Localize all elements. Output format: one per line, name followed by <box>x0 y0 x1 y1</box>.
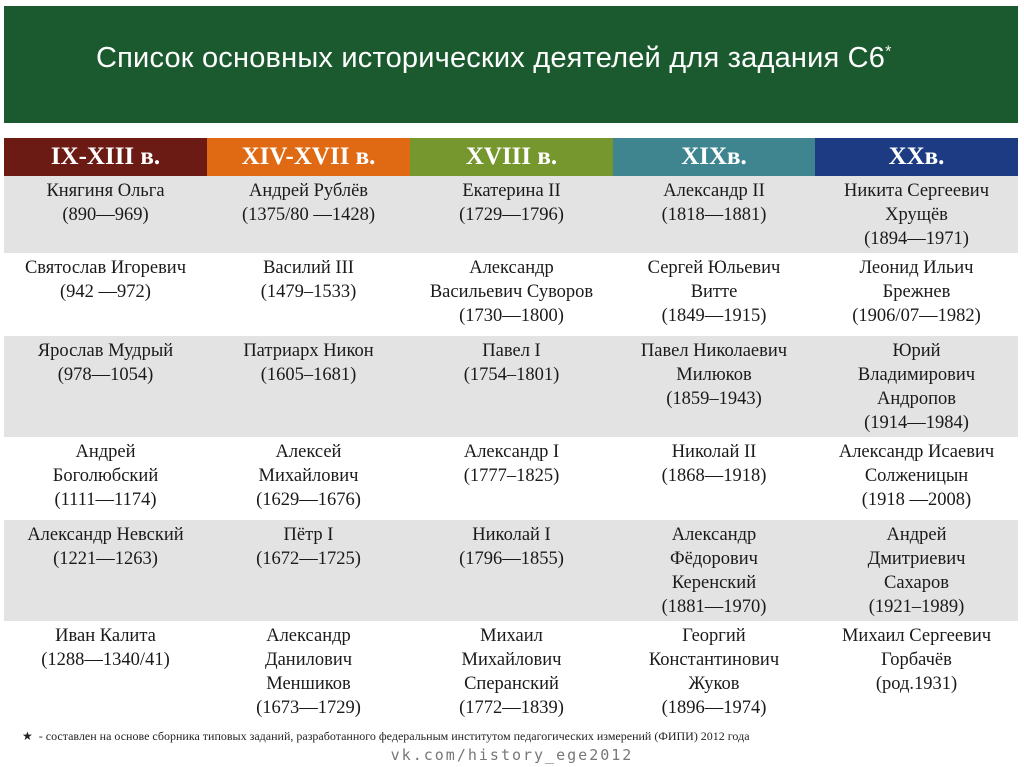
table-row <box>4 621 1018 726</box>
table-row <box>4 520 1018 621</box>
life-dates: (1672—1725) <box>256 549 361 569</box>
table-cell <box>207 176 410 253</box>
life-dates: (1479–1533) <box>260 282 357 302</box>
person-name: Сергей Юльевич Витте <box>647 258 781 302</box>
life-dates: (1921–1989) <box>868 597 965 617</box>
table-cell <box>815 336 1018 437</box>
life-dates: (1796—1855) <box>459 549 564 569</box>
column-header: IX-XIII в. <box>4 138 207 176</box>
person-name: Юрий Владимирович Андропов <box>857 341 976 409</box>
column-header: XXв. <box>815 138 1018 176</box>
person-name: Ярослав Мудрый <box>37 341 174 361</box>
person-name: Александр Невский <box>27 525 184 545</box>
person-name: Никита Сергеевич Хрущёв <box>843 181 990 225</box>
life-dates: (1673—1729) <box>256 698 361 718</box>
table-cell <box>815 253 1018 336</box>
table-cell <box>207 336 410 437</box>
table-cell <box>613 437 815 520</box>
footnote <box>22 729 1012 744</box>
table-cell <box>613 336 815 437</box>
table-row <box>4 437 1018 520</box>
table-row <box>4 253 1018 336</box>
person-name: Иван Калита <box>55 626 156 646</box>
person-name: Александр I <box>463 442 560 462</box>
table-cell <box>4 621 207 726</box>
person-name: Андрей Рублёв <box>248 181 369 201</box>
person-name: Михаил Михайлович Сперанский <box>461 626 562 694</box>
table-cell <box>410 176 613 253</box>
title-banner <box>4 6 1018 123</box>
life-dates: (1818—1881) <box>661 205 767 225</box>
person-name: Александр Данилович Меншиков <box>264 626 353 694</box>
table-cell <box>207 253 410 336</box>
life-dates: (1729—1796) <box>459 205 564 225</box>
slide-title <box>96 42 892 75</box>
life-dates: (1896—1974) <box>661 698 767 718</box>
life-dates: (942 —972) <box>60 282 151 302</box>
table-cell <box>410 621 613 726</box>
header-row <box>4 138 1018 176</box>
table-cell <box>4 253 207 336</box>
person-name: Георгий Константинович Жуков <box>648 626 780 694</box>
life-dates: (1754–1801) <box>463 365 560 385</box>
life-dates: (1375/80 —1428) <box>241 205 376 225</box>
life-dates: (1288—1340/41) <box>41 650 170 670</box>
figures-table <box>4 138 1018 726</box>
life-dates: (1894—1971) <box>864 229 969 249</box>
table-cell <box>207 520 410 621</box>
table-cell <box>207 621 410 726</box>
table-cell <box>207 437 410 520</box>
table-cell <box>815 176 1018 253</box>
column-header: XIV-XVII в. <box>207 138 410 176</box>
footnote-star-icon: ★ <box>22 729 33 743</box>
title-footnote-mark: * <box>885 43 892 61</box>
table-cell <box>4 437 207 520</box>
person-name: Николай I <box>472 525 551 545</box>
life-dates: (1221—1263) <box>53 549 158 569</box>
person-name: Павел Николаевич Милюков <box>640 341 788 385</box>
life-dates: (1906/07—1982) <box>852 306 981 326</box>
life-dates: (1772—1839) <box>459 698 564 718</box>
life-dates: (1918 —2008) <box>861 490 972 510</box>
table-cell <box>4 520 207 621</box>
footnote-text: - составлен на основе сборника типовых заданий, разработанного федеральным институтом педагогических измерений (ФИПИ) 2012 года <box>38 729 750 743</box>
table-cell <box>613 253 815 336</box>
table-cell <box>410 336 613 437</box>
person-name: Андрей Дмитриевич Сахаров <box>867 525 966 593</box>
life-dates: (1111—1174) <box>54 490 157 510</box>
life-dates: (1629—1676) <box>256 490 361 510</box>
table-cell <box>4 336 207 437</box>
life-dates: (1881—1970) <box>661 597 767 617</box>
life-dates: (род.1931) <box>875 674 958 694</box>
slide-title-text: Список основных исторических деятелей для задания С6 <box>96 42 886 74</box>
table-cell <box>410 253 613 336</box>
life-dates: (890—969) <box>62 205 149 225</box>
life-dates: (1777–1825) <box>463 466 560 486</box>
life-dates: (1868—1918) <box>661 466 767 486</box>
life-dates: (1859–1943) <box>666 389 762 409</box>
person-name: Екатерина II <box>462 181 561 201</box>
person-name: Александр II <box>663 181 765 201</box>
person-name: Павел I <box>482 341 541 361</box>
table-cell <box>4 176 207 253</box>
column-header: XIXв. <box>613 138 815 176</box>
source-watermark: vk.com/history_ege2012 <box>390 746 634 764</box>
table-cell <box>613 520 815 621</box>
table-cell <box>815 520 1018 621</box>
person-name: Пётр I <box>283 525 334 545</box>
person-name: Михаил Сергеевич Горбачёв <box>841 626 992 670</box>
person-name: Александр Васильевич Суворов <box>429 258 594 302</box>
person-name: Алексей Михайлович <box>258 442 359 486</box>
column-header: XVIII в. <box>410 138 613 176</box>
table-cell <box>613 176 815 253</box>
person-name: Леонид Ильич Брежнев <box>859 258 974 302</box>
person-name: Патриарх Никон <box>243 341 374 361</box>
person-name: Александр Исаевич Солженицын <box>838 442 995 486</box>
person-name: Николай II <box>671 442 757 462</box>
life-dates: (1849—1915) <box>661 306 767 326</box>
table-cell <box>410 437 613 520</box>
person-name: Василий III <box>263 258 354 278</box>
table-cell <box>410 520 613 621</box>
table-cell <box>815 437 1018 520</box>
person-name: Княгиня Ольга <box>46 181 165 201</box>
table-cell <box>815 621 1018 726</box>
life-dates: (1605–1681) <box>260 365 357 385</box>
table-body <box>4 176 1018 726</box>
person-name: Александр Фёдорович Керенский <box>670 525 758 593</box>
life-dates: (1914—1984) <box>864 413 969 433</box>
life-dates: (978—1054) <box>57 365 154 385</box>
person-name: Андрей Боголюбский <box>52 442 159 486</box>
life-dates: (1730—1800) <box>459 306 564 326</box>
table-row <box>4 336 1018 437</box>
table-row <box>4 176 1018 253</box>
table-cell <box>613 621 815 726</box>
person-name: Святослав Игоревич <box>24 258 187 278</box>
